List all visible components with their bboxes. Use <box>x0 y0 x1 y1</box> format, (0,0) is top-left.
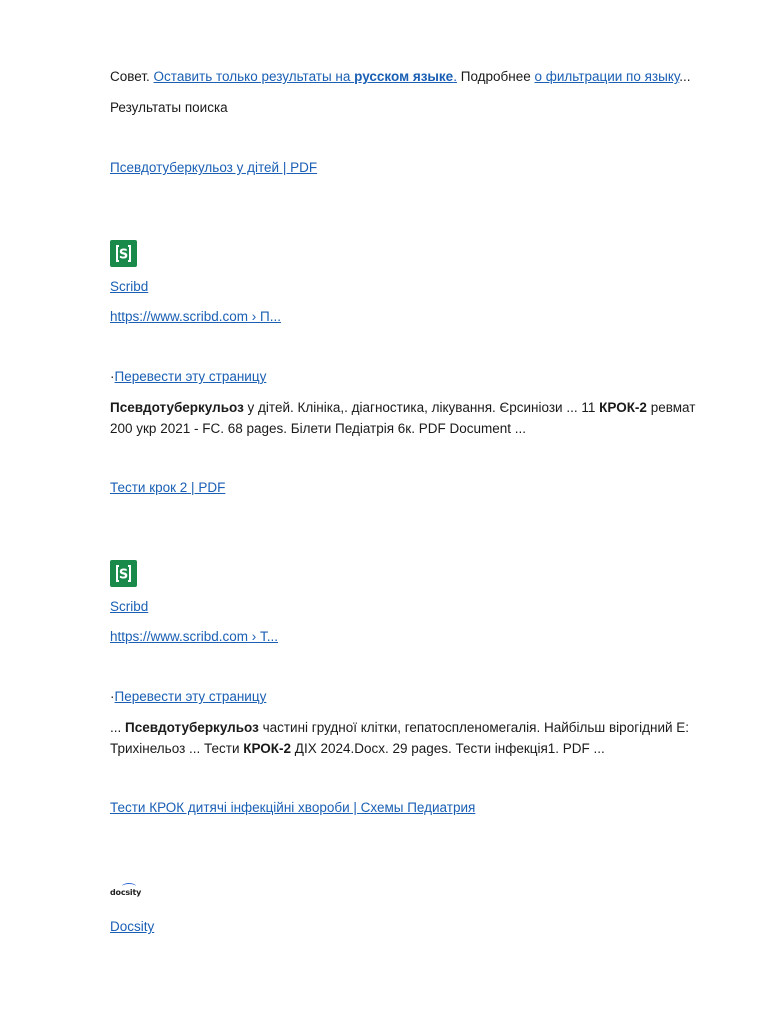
scribd-logo-icon <box>110 560 137 587</box>
scribd-logo-icon <box>110 240 137 267</box>
separator-dot: · <box>110 689 115 704</box>
hint-middle: Подробнее <box>460 69 531 84</box>
result-1-source-link[interactable]: Scribd <box>110 279 149 294</box>
result-1-translate <box>110 369 266 384</box>
result-2-title-link[interactable]: Тести крок 2 | PDF <box>110 480 226 495</box>
language-filter-info-link[interactable]: о фильтрации по языку <box>534 69 680 84</box>
section-title: Результаты поиска <box>110 100 228 115</box>
language-hint: Совет. Оставить только результаты на русском языке. Подробнее о фильтрации по языку... <box>110 69 691 84</box>
result-1-url-link[interactable]: https://www.scribd.com › П... <box>110 309 281 324</box>
result-2-url-link[interactable]: https://www.scribd.com › Т... <box>110 629 279 644</box>
separator-dot: · <box>110 369 115 384</box>
svg-text:S: S <box>118 247 129 263</box>
result-2-translate-link[interactable]: Перевести эту страницу <box>114 689 267 704</box>
result-3-source-link[interactable]: Docsity <box>110 919 155 934</box>
result-2-source-link[interactable]: Scribd <box>110 599 149 614</box>
svg-text:S: S <box>118 567 129 583</box>
result-1-title-link[interactable]: Псевдотуберкульоз у дітей | PDF <box>110 160 318 175</box>
result-1-translate-link[interactable]: Перевести эту страницу <box>114 369 267 384</box>
docsity-logo-icon: docsity <box>110 888 768 897</box>
result-2-snippet: ... Псевдотуберкульоз частині грудної клітки, гепатоспленомегалія. Найбільш вірогідний Е: Трихінельоз ... Тести КРОК-2 ДІХ 2024.Docx. 29 pages. Тести інфекція1. PDF ... <box>110 720 690 756</box>
result-1-snippet: Псевдотуберкульоз у дітей. Клініка,. діагностика, лікування. Єрсиніози ... 11 КРОК-2 ревмат 200 укр 2021 - FC. 68 pages. Білети Педіатрія 6к. PDF Document ... <box>110 400 696 436</box>
result-3-title-link[interactable]: Тести КРОК дитячі інфекційні хвороби | Схемы Педиатрия <box>110 800 476 815</box>
filter-russian-link[interactable]: Оставить только результаты на русском языке. <box>153 69 457 84</box>
result-2-translate <box>110 689 266 704</box>
hint-prefix: Совет. <box>110 69 150 84</box>
